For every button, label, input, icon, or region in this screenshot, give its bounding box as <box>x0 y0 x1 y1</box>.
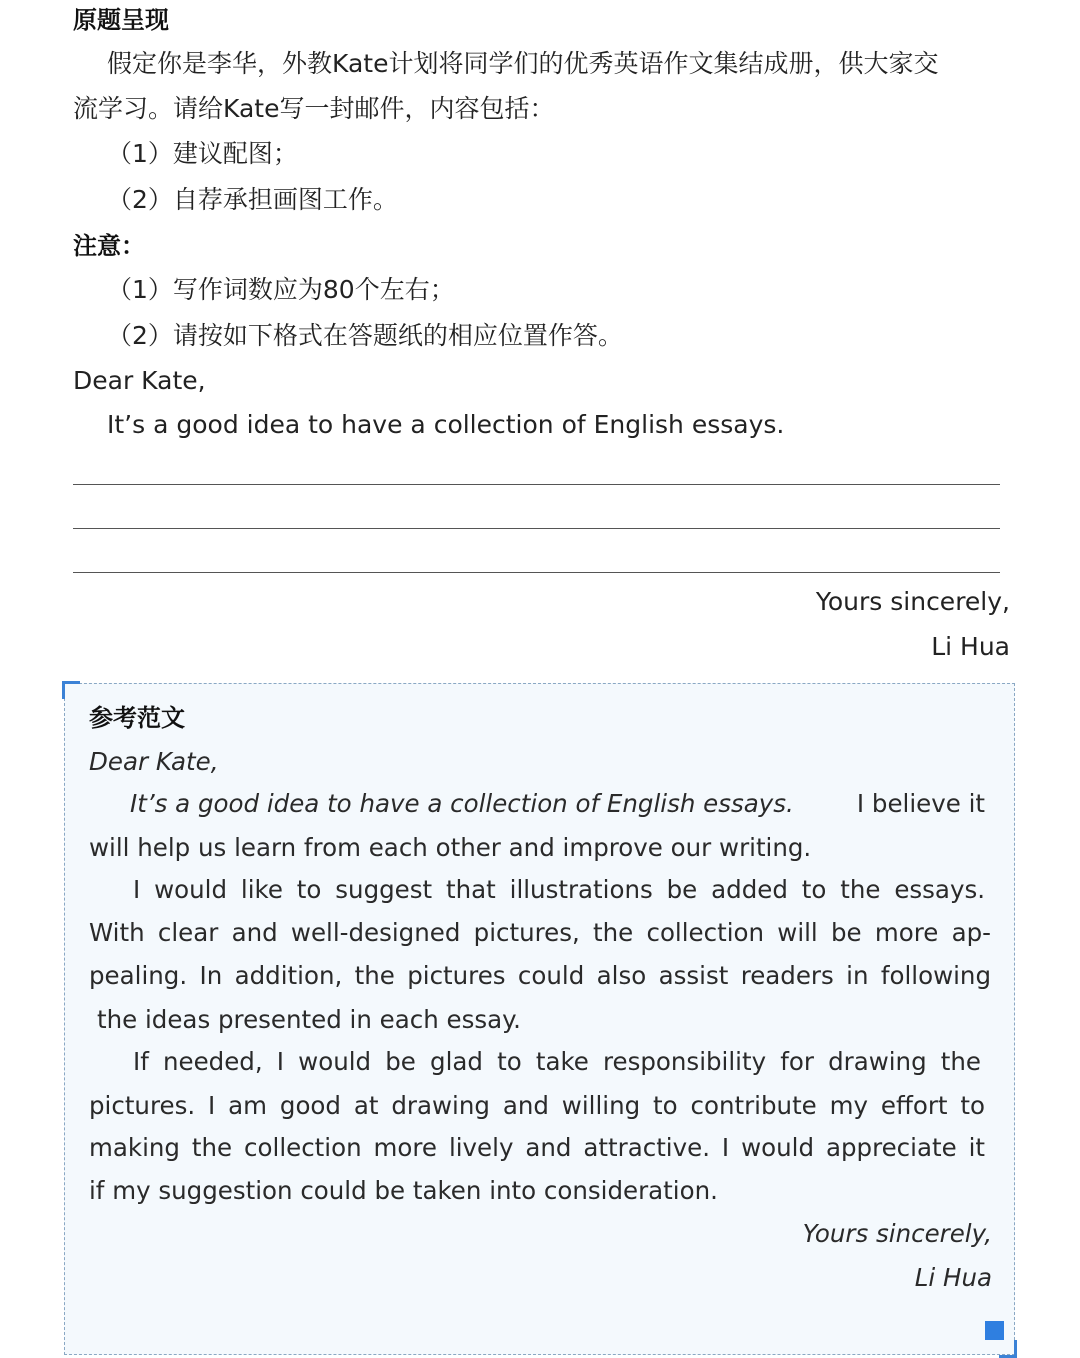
sample-line-4: With clear and well-designed pictures, the collection will be more ap- <box>89 918 991 947</box>
sample-closing: Yours sincerely, <box>802 1219 992 1248</box>
template-signature: Li Hua <box>931 632 1010 661</box>
sample-line-9: making the collection more lively and attractive. I would appreciate it <box>89 1133 985 1162</box>
box-corner-top-left <box>62 681 80 699</box>
sample-line-7: If needed, I would be glad to take responsibility for drawing the <box>133 1047 981 1076</box>
sample-answer-heading: 参考范文 <box>89 704 185 732</box>
note-2: （2）请按如下格式在答题纸的相应位置作答。 <box>107 321 623 350</box>
sample-line-3: I would like to suggest that illustrations be added to the essays. <box>133 875 985 904</box>
sample-line-8: pictures. I am good at drawing and willing to contribute my effort to <box>89 1091 985 1120</box>
sample-greeting: Dear Kate, <box>89 747 219 776</box>
answer-blank-line <box>73 528 1000 529</box>
sample-line-5: pealing. In addition, the pictures could also assist readers in following <box>89 961 991 990</box>
prompt-item-1: （1）建议配图； <box>107 139 298 168</box>
sample-line-1-rest: I believe it <box>856 789 985 818</box>
box-corner-bottom-right <box>999 1340 1017 1358</box>
note-1: （1）写作词数应为80个左右； <box>107 275 455 304</box>
template-closing: Yours sincerely, <box>815 587 1010 616</box>
template-opening: It’s a good idea to have a collection of English essays. <box>107 410 785 439</box>
answer-blank-line <box>73 572 1000 573</box>
notes-heading: 注意： <box>73 232 145 260</box>
prompt-line-2: 流学习。请给Kate写一封邮件，内容包括： <box>73 94 555 123</box>
answer-blank-line <box>73 484 1000 485</box>
prompt-item-2: （2）自荐承担画图工作。 <box>107 185 398 214</box>
template-greeting: Dear Kate, <box>73 366 206 395</box>
sample-quoted-opening: It’s a good idea to have a collection of English essays. <box>130 789 794 818</box>
sample-signature: Li Hua <box>914 1263 992 1292</box>
resize-handle-icon[interactable] <box>985 1321 1004 1340</box>
sample-line-1 <box>130 787 985 821</box>
sample-line-2: will help us learn from each other and improve our writing. <box>89 833 812 862</box>
sample-line-6: the ideas presented in each essay. <box>97 1005 521 1034</box>
prompt-line-1: 假定你是李华，外教Kate计划将同学们的优秀英语作文集结成册，供大家交 <box>107 49 939 78</box>
prompt-heading: 原题呈现 <box>73 6 169 34</box>
sample-line-10: if my suggestion could be taken into consideration. <box>89 1176 718 1205</box>
